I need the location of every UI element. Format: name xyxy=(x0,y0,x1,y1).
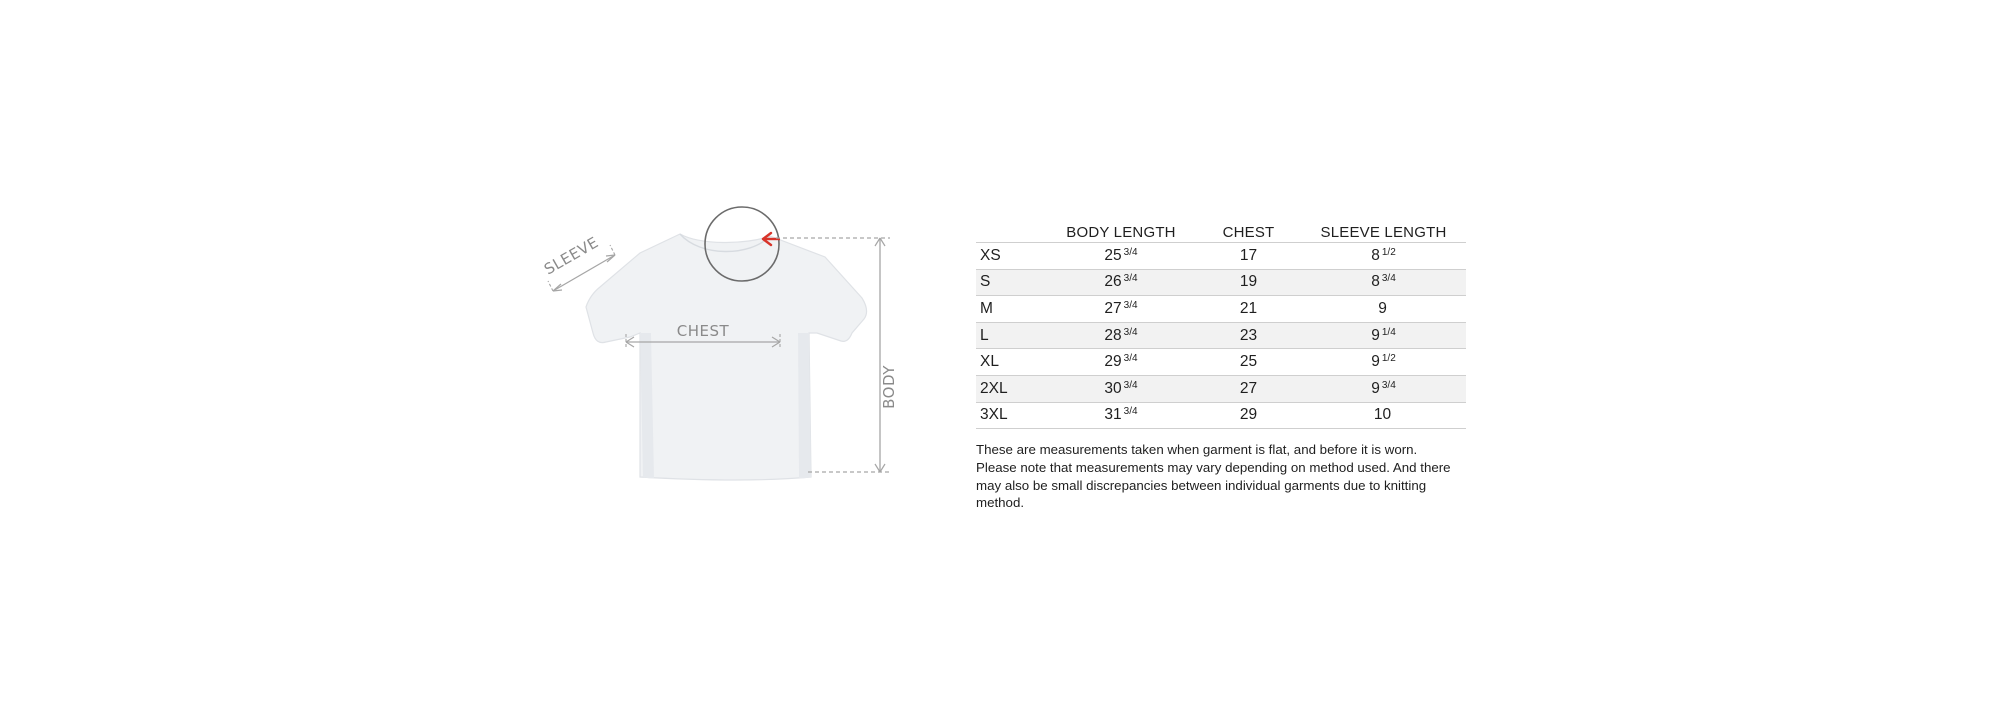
header-size xyxy=(976,219,1046,243)
size-cell: 2XL xyxy=(976,375,1046,402)
size-cell: L xyxy=(976,322,1046,349)
body-length-cell: 26 $^{3/4}$ xyxy=(1046,269,1196,296)
table-row xyxy=(976,269,1466,296)
table-row xyxy=(976,322,1466,349)
shirt-measurement-diagram xyxy=(530,195,930,495)
sleeve-length-cell: 9 $^{3/4}$ xyxy=(1301,375,1466,402)
body-length-cell: 25 $^{3/4}$ xyxy=(1046,243,1196,270)
chest-cell: 21 xyxy=(1196,296,1301,323)
sleeve-length-cell: 10 xyxy=(1301,402,1466,429)
size-cell: M xyxy=(976,296,1046,323)
table-row xyxy=(976,243,1466,270)
size-cell: 3XL xyxy=(976,402,1046,429)
sleeve-length-cell: 9 $^{1/4}$ xyxy=(1301,322,1466,349)
sleeve-length-cell: 8 $^{1/2}$ xyxy=(1301,243,1466,270)
sleeve-length-cell: 9 xyxy=(1301,296,1466,323)
chest-cell: 19 xyxy=(1196,269,1301,296)
chest-cell: 29 xyxy=(1196,402,1301,429)
table-row xyxy=(976,375,1466,402)
shirt-diagram-svg xyxy=(530,195,930,495)
header-body-length: BODY LENGTH xyxy=(1046,219,1196,243)
size-cell: XS xyxy=(976,243,1046,270)
size-cell: S xyxy=(976,269,1046,296)
header-chest: CHEST xyxy=(1196,219,1301,243)
chest-cell: 27 xyxy=(1196,375,1301,402)
chest-cell: 25 xyxy=(1196,349,1301,376)
table-row xyxy=(976,402,1466,429)
body-label: BODY xyxy=(880,365,898,409)
chest-cell: 23 xyxy=(1196,322,1301,349)
body-length-cell: 30 $^{3/4}$ xyxy=(1046,375,1196,402)
sleeve-length-cell: 8 $^{3/4}$ xyxy=(1301,269,1466,296)
body-length-cell: 31 $^{3/4}$ xyxy=(1046,402,1196,429)
table-row xyxy=(976,296,1466,323)
tshirt-shading-right xyxy=(798,333,811,478)
header-sleeve-length: SLEEVE LENGTH xyxy=(1301,219,1466,243)
table-row xyxy=(976,349,1466,376)
body-length-cell: 29 $^{3/4}$ xyxy=(1046,349,1196,376)
sleeve-label: SLEEVE xyxy=(541,233,602,279)
chest-cell: 17 xyxy=(1196,243,1301,270)
sleeve-length-cell: 9 $^{1/2}$ xyxy=(1301,349,1466,376)
measurement-disclaimer: These are measurements taken when garment is flat, and before it is worn. Please note that measurements may vary depending on method used. And there may also be small discrepancies between individual garments due to knitting method. xyxy=(976,442,1451,511)
size-chart-table xyxy=(976,219,1466,429)
size-cell: XL xyxy=(976,349,1046,376)
table-header-row xyxy=(976,219,1466,243)
body-length-cell: 28 $^{3/4}$ xyxy=(1046,322,1196,349)
body-length-cell: 27 $^{3/4}$ xyxy=(1046,296,1196,323)
chest-label: CHEST xyxy=(676,322,730,340)
tshirt-illustration xyxy=(586,234,867,480)
